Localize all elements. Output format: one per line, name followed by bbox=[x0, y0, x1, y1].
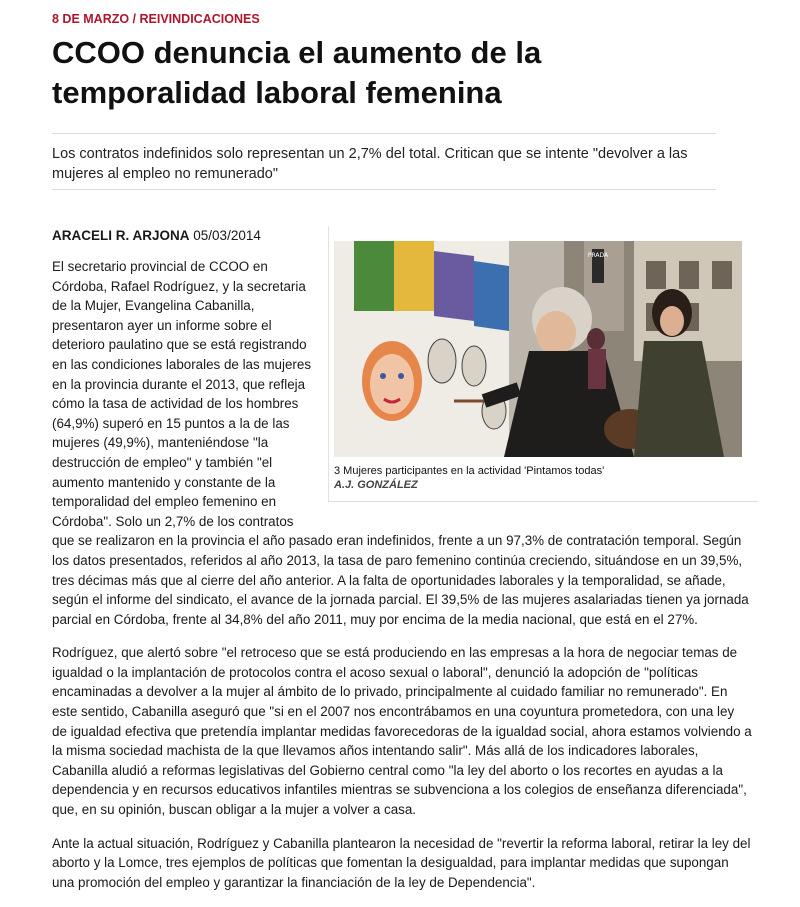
figure-border bbox=[328, 226, 329, 502]
article-body bbox=[52, 226, 752, 906]
article-paragraph: El secretario provincial de CCOO en Córdoba, Rafael Rodríguez, y la secretaria de la Mujer, Evangelina Cabanilla, presentaron ayer un informe sobre el deterioro paulatino que se está registrando en las condiciones laborales de las mujeres en la provincia durante el 2013, que refleja cómo la tasa de actividad de los hombres (64,9%) superó en 15 puntos a la de las mujeres (49,9%), manteniéndose "la destrucción de empleo" y también "el aumento mantenido y constante de la temporalidad del empleo femenino en Córdoba". Solo un 2,7% de los contratos que se realizaron en la provincia el año pasado eran indefinidos, frente a un 97,3% de contratación temporal. Según los datos presentados, referidos al año 2013, la tasa de paro femenino continúa creciendo, situándose en un 39,5%, tres décimas más que al cierre del año anterior. A la falta de oportunidades laborales y la temporalidad, se añade, según el informe del sindicato, el avance de la jornada parcial. El 39,5% de las mujeres asalariadas tienen ya jornada parcial en Córdoba, frente al 34,8% del año 2011, muy por encima de la media nacional, que está en el 27%. bbox=[52, 259, 749, 627]
photo-illustration bbox=[334, 241, 742, 457]
sign-text: PRADA bbox=[587, 252, 609, 259]
photo-caption bbox=[334, 464, 744, 492]
divider bbox=[52, 133, 716, 134]
section-kicker[interactable]: 8 DE MARZO / REIVINDICACIONES bbox=[52, 12, 260, 26]
byline-author[interactable]: ARACELI R. ARJONA bbox=[52, 228, 190, 243]
article-photo[interactable] bbox=[334, 241, 742, 457]
divider bbox=[52, 189, 716, 190]
byline-date: 05/03/2014 bbox=[193, 228, 261, 243]
article-figure bbox=[328, 226, 764, 518]
photo-credit: A.J. GONZÁLEZ bbox=[334, 479, 418, 491]
article-paragraph: Ante la actual situación, Rodríguez y Cabanilla plantearon la necesidad de "revertir la reforma laboral, retirar la ley del aborto y la Lomce, tres ejemplos de políticas que fomentan la desigualdad, para implantar medidas que supongan una promoción del empleo y garantizar la financiación de la ley de Dependencia". bbox=[52, 835, 751, 890]
article-headline: CCOO denuncia el aumento de la temporalidad laboral femenina bbox=[52, 35, 542, 110]
figure-divider bbox=[328, 501, 758, 502]
article-paragraph: Rodríguez, que alertó sobre "el retroceso que se está produciendo en las empresas a la hora de negociar temas de igualdad o la implantación de protocolos contra el acoso sexual o laboral", denunció la adopción de "políticas encaminadas a devolver a la mujer al ámbito de lo privado, principalmente al cuidado familiar no remunerado". En este sentido, Cabanilla aseguró que "si en el 2007 nos encontrábamos en una coyuntura prometedora, con una ley de igualdad efectiva que pretendía implantar medidas favorecedoras de la igualdad social, ahora estamos volviendo a la misma sociedad machista de la que llevamos años intentando salir". Más allá de los indicadores laborales, Cabanilla aludió a reformas legislativas del Gobierno central como "la ley del aborto o los recortes en ayudas a la dependencia y en recursos educativos infantiles mientras se subvenciona a los colegios de enseñanza diferenciada", que, en su opinión, buscan obligar a la mujer a volver a casa. bbox=[52, 645, 752, 818]
article-subtitle: Los contratos indefinidos solo representan un 2,7% del total. Critican que se intente "devolver a las mujeres al empleo no remunerado" bbox=[52, 146, 688, 182]
photo-caption-text: 3 Mujeres participantes en la actividad 'Pintamos todas' bbox=[334, 465, 605, 477]
